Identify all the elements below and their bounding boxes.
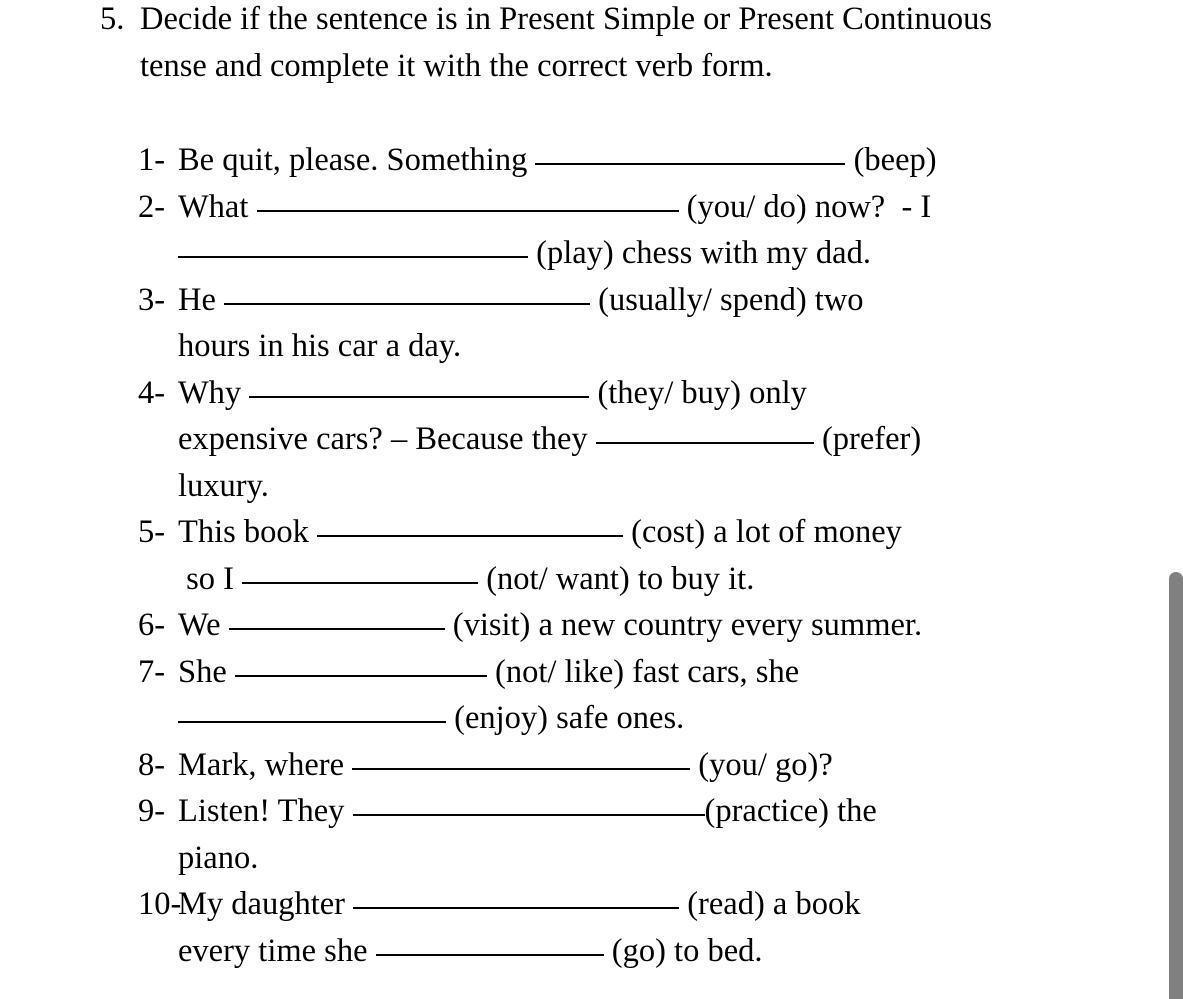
- question-item: [0, 509, 1120, 602]
- question-line: [178, 602, 1120, 649]
- question-text: (enjoy) safe ones.: [446, 700, 685, 736]
- answer-blank[interactable]: [257, 188, 679, 212]
- question-item: [0, 602, 1120, 649]
- answer-blank[interactable]: [353, 792, 705, 816]
- question-text: We: [178, 607, 229, 643]
- question-continuation-line: [178, 928, 1120, 975]
- answer-blank[interactable]: [317, 513, 623, 537]
- exercise-heading: [0, 0, 1120, 89]
- answer-blank[interactable]: [178, 234, 528, 258]
- question-text: Be quit, please. Something: [178, 142, 536, 178]
- question-item: [0, 742, 1120, 789]
- question-text: (they/ buy) only: [589, 374, 807, 411]
- answer-blank[interactable]: [229, 606, 445, 630]
- question-number: 3-: [138, 281, 166, 318]
- question-list: [0, 137, 1120, 974]
- question-text: (cost) a lot of money: [623, 514, 902, 550]
- question-number: 5-: [138, 514, 166, 550]
- question-continuation-line: [178, 230, 1120, 277]
- question-line: [178, 137, 1120, 184]
- question-item: [0, 370, 1120, 510]
- question-text: (visit) a new country every summer.: [444, 607, 923, 643]
- question-line: [178, 881, 1120, 928]
- question-text: This book: [178, 514, 318, 550]
- question-item: [0, 277, 1120, 370]
- answer-blank[interactable]: [376, 932, 604, 956]
- question-text: My daughter: [178, 886, 354, 922]
- question-continuation-line: [178, 416, 1120, 463]
- question-text: What: [178, 188, 257, 225]
- question-text: Mark, where: [178, 746, 353, 783]
- question-item: [0, 184, 1120, 277]
- question-line: [178, 277, 1120, 324]
- question-text: (prefer): [813, 421, 922, 457]
- question-number: 7-: [138, 653, 166, 690]
- question-continuation-line: [178, 323, 1120, 370]
- answer-blank[interactable]: [596, 420, 814, 444]
- answer-blank[interactable]: [235, 653, 487, 677]
- answer-blank[interactable]: [249, 374, 589, 398]
- answer-blank[interactable]: [224, 281, 590, 305]
- answer-blank[interactable]: [353, 885, 679, 909]
- question-text: (you/ go)?: [690, 746, 833, 783]
- question-line: [178, 370, 1120, 417]
- vertical-scrollbar-thumb[interactable]: [1169, 572, 1183, 999]
- question-number: 6-: [138, 607, 166, 643]
- question-item: [0, 137, 1120, 184]
- question-text: (practice) the: [704, 793, 877, 829]
- question-number: 8-: [138, 746, 166, 783]
- question-continuation-line: [178, 556, 1120, 603]
- question-line: [178, 742, 1120, 789]
- question-line: [178, 788, 1120, 835]
- answer-blank[interactable]: [242, 560, 478, 584]
- question-line: [178, 509, 1120, 556]
- exercise-instruction: Decide if the sentence is in Present Simple or Present Continuous tense and complete it with the correct verb form.: [140, 1, 993, 84]
- exercise-number: 5.: [100, 1, 125, 37]
- question-continuation-line: [178, 463, 1120, 510]
- question-continuation-line: [178, 835, 1120, 882]
- question-text: expensive cars? – Because they: [178, 421, 596, 457]
- question-text: so I: [178, 560, 243, 597]
- question-text: Listen! They: [178, 793, 353, 829]
- question-text: (beep): [845, 142, 937, 178]
- question-number: 10-: [138, 886, 182, 922]
- question-text: Why: [178, 374, 250, 411]
- question-item: [0, 649, 1120, 742]
- question-text: hours in his car a day.: [178, 328, 462, 364]
- question-text: (not/ like) fast cars, she: [486, 653, 800, 690]
- question-number: 1-: [138, 142, 166, 178]
- question-line: [178, 649, 1120, 696]
- question-number: 4-: [138, 374, 166, 411]
- question-text: (play) chess with my dad.: [528, 235, 871, 271]
- vertical-scrollbar-track[interactable]: [1168, 0, 1183, 999]
- question-text: He: [178, 281, 225, 318]
- question-text: luxury.: [178, 467, 269, 504]
- question-text: (go) to bed.: [603, 932, 763, 969]
- question-text: (not/ want) to buy it.: [478, 560, 755, 597]
- question-line: [178, 184, 1120, 231]
- heading-list-spacer: [0, 89, 1120, 137]
- question-item: [0, 881, 1120, 974]
- question-continuation-line: [178, 695, 1120, 742]
- answer-blank[interactable]: [535, 141, 845, 165]
- answer-blank[interactable]: [178, 699, 446, 723]
- question-text: piano.: [178, 839, 259, 876]
- answer-blank[interactable]: [352, 746, 690, 770]
- question-item: [0, 788, 1120, 881]
- question-text: every time she: [178, 932, 376, 969]
- question-text: (read) a book: [679, 886, 861, 922]
- question-number: 9-: [138, 793, 166, 829]
- question-number: 2-: [138, 188, 166, 225]
- question-text: (usually/ spend) two: [590, 281, 864, 318]
- question-text: (you/ do) now? - I: [678, 188, 932, 225]
- question-text: She: [178, 653, 235, 690]
